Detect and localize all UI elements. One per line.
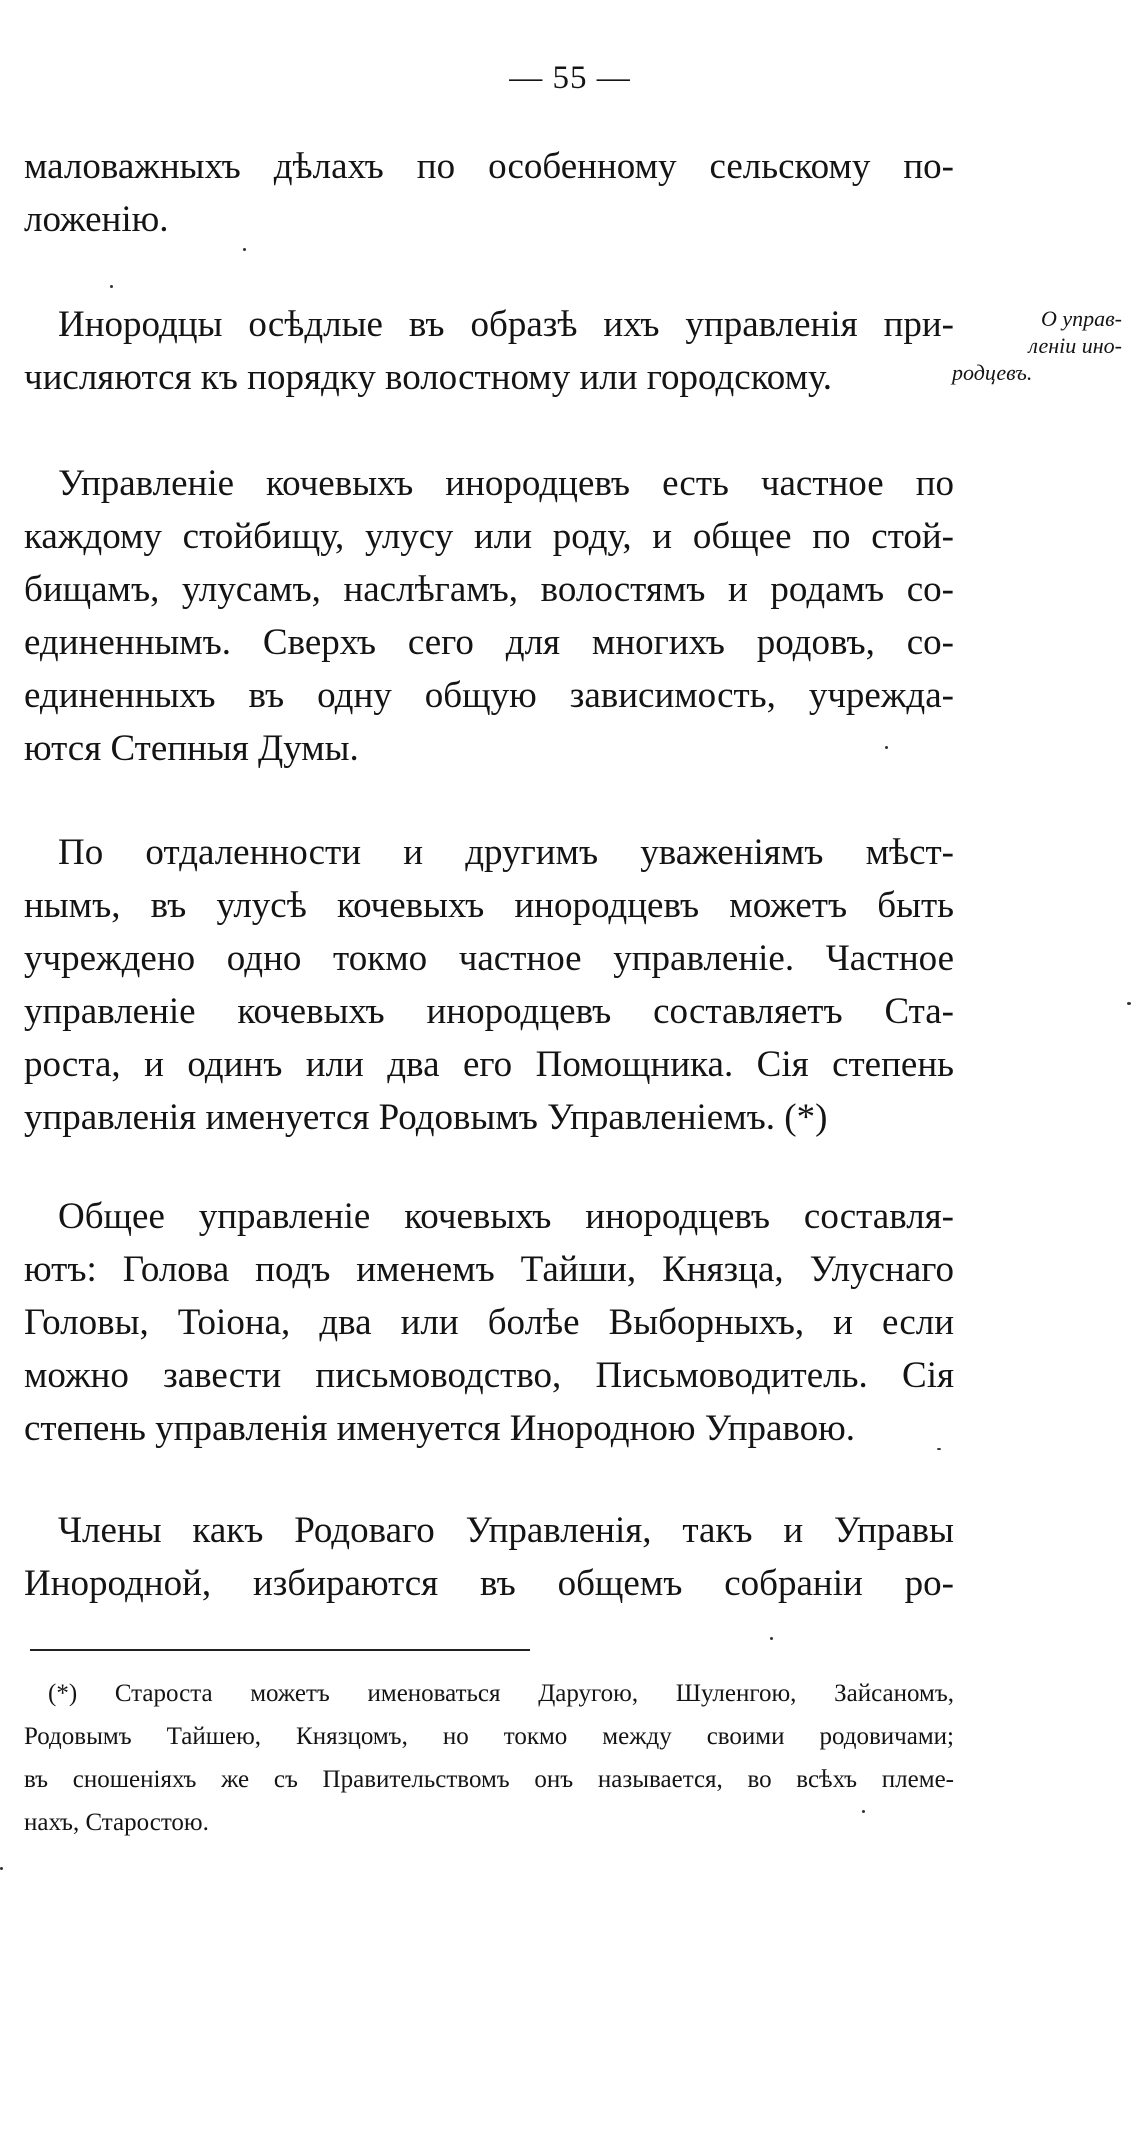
margin-note-line: леніи ино-: [1028, 333, 1122, 358]
text-line: ложенію.: [24, 199, 169, 240]
footnote-line: нахъ, Старостою.: [24, 1809, 209, 1836]
text-line: управленія именуется Родовымъ Управленіемъ. (*): [24, 1097, 828, 1138]
scan-speck: [1127, 1002, 1131, 1005]
text-line: управленіе кочевыхъ инородцевъ составляетъ Ста-: [24, 991, 954, 1032]
text-line: Головы, Тоіона, два или болѣе Выборныхъ, и если: [24, 1302, 954, 1343]
scan-speck: [885, 746, 888, 749]
text-line: ются Степныя Думы.: [24, 728, 359, 769]
text-line: ютъ: Голова подъ именемъ Тайши, Князца, Улуснаго: [24, 1249, 954, 1290]
margin-note: [952, 305, 1122, 386]
paragraph-2: [24, 298, 954, 404]
footnote-line: (*) Староста можетъ именоваться Даругою, Шуленгою, Зайсаномъ,: [48, 1680, 954, 1707]
text-line: бищамъ, улусамъ, наслѣгамъ, волостямъ и родамъ со-: [24, 569, 954, 610]
text-line: роста, и одинъ или два его Помощника. Сія степень: [24, 1044, 954, 1085]
footnote-line: въ сношеніяхъ же съ Правительствомъ онъ называется, во всѣхъ племе-: [24, 1766, 954, 1793]
text-line: единеннымъ. Сверхъ сего для многихъ родовъ, со-: [24, 622, 954, 663]
text-line: маловажныхъ дѣлахъ по особенному сельскому по-: [24, 146, 954, 187]
paragraph-6: [24, 1504, 954, 1610]
text-line: Инородцы осѣдлые въ образѣ ихъ управленія при-: [58, 304, 954, 345]
scan-speck: [770, 1637, 773, 1640]
paragraph-4: [24, 826, 954, 1144]
page-number: — 55 —: [509, 60, 631, 96]
scan-speck: [110, 285, 113, 288]
text-line: степень управленія именуется Инородною Управою.: [24, 1408, 856, 1449]
scan-speck: [0, 1867, 3, 1870]
scan-speck: [937, 1448, 941, 1450]
text-line: каждому стойбищу, улусу или роду, и общее по стой-: [24, 516, 954, 557]
footnote-divider: [30, 1649, 530, 1651]
margin-note-line: родцевъ.: [952, 360, 1033, 385]
text-line: единенныхъ въ одну общую зависимость, учрежда-: [24, 675, 954, 716]
paragraph-5: [24, 1190, 954, 1455]
paragraph-1: [24, 140, 954, 246]
text-line: Инородной, избираются въ общемъ собраніи ро-: [24, 1563, 954, 1604]
scan-speck: [243, 248, 246, 251]
footnote: [24, 1672, 954, 1844]
text-line: можно завести письмоводство, Письмоводитель. Сія: [24, 1355, 954, 1396]
footnote-line: Родовымъ Тайшею, Князцомъ, но токмо между своими родовичами;: [24, 1723, 954, 1750]
scan-speck: [862, 1810, 865, 1813]
text-line: Члены какъ Родоваго Управленія, такъ и Управы: [58, 1510, 954, 1551]
text-line: учреждено одно токмо частное управленіе. Частное: [24, 938, 954, 979]
text-line: Общее управленіе кочевыхъ инородцевъ составля-: [58, 1196, 954, 1237]
text-line: нымъ, въ улусѣ кочевыхъ инородцевъ можетъ быть: [24, 885, 954, 926]
text-line: Управленіе кочевыхъ инородцевъ есть частное по: [58, 463, 954, 504]
paragraph-3: [24, 457, 954, 775]
margin-note-line: О управ-: [1040, 306, 1122, 331]
text-line: По отдаленности и другимъ уваженіямъ мѣст-: [58, 832, 954, 873]
text-line: числяются къ порядку волостному или городскому.: [24, 357, 833, 398]
